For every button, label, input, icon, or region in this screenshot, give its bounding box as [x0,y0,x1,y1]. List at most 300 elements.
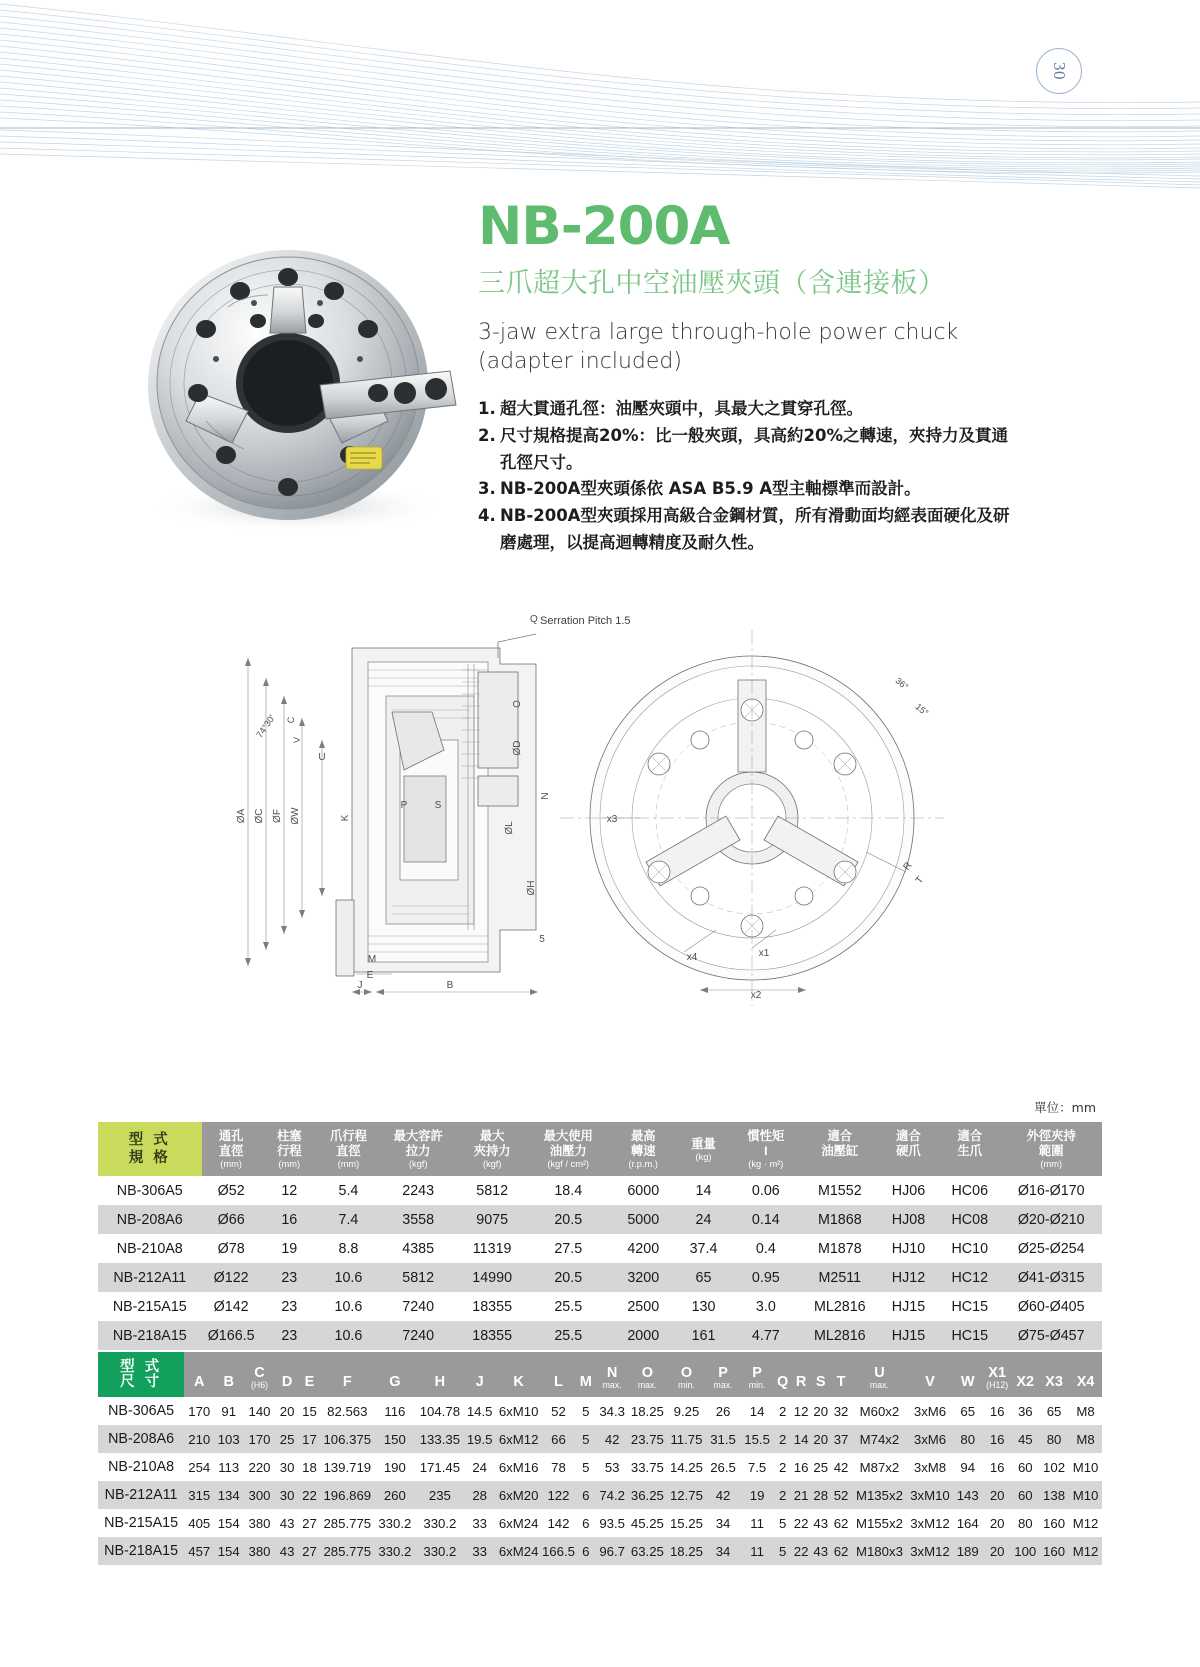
table2-cell-r2-c28: M8 [1069,1425,1102,1453]
dim-label-N: N [540,792,551,800]
table2-cell-r4-c7: 260 [374,1481,416,1509]
table1-cell-r5-c6: 25.5 [527,1292,609,1321]
table1-cell-r5-c13: Ø60-Ø405 [1000,1292,1102,1321]
table1-cell-r2-c5: 9075 [457,1205,527,1234]
table2-cell-r4-c9: 28 [464,1481,495,1509]
table1-cell-r3-c5: 11319 [457,1234,527,1263]
table2-cell-r5-c17: 11 [740,1509,774,1537]
table2-cell-r6-c10: 6xM24 [495,1537,542,1565]
table2-cell-r6-c23: 3xM12 [907,1537,952,1565]
table2-header [98,1352,1102,1397]
table2-cell-r3-c11: 78 [542,1453,575,1481]
dim-label-J: J [357,980,363,991]
dim-label-L: ØL [504,821,515,835]
table2-cell-r2-c26: 45 [1012,1425,1039,1453]
dim-label-U: U [318,752,326,763]
table1-cell-r2-c3: 7.4 [318,1205,379,1234]
table2-cell-model-5: NB-215A15 [98,1509,184,1537]
table1-cell-r3-c12: HC10 [939,1234,1000,1263]
table2-cell-r5-c1: 405 [184,1509,214,1537]
table1-cell-r4-c4: 5812 [379,1263,457,1292]
table1-header-col-8: 重量 (kg) [677,1122,730,1176]
feature-text: 孔徑尺寸。 [500,452,583,472]
table2-cell-r2-c3: 170 [243,1425,276,1453]
table2-cell-r3-c7: 190 [374,1453,416,1481]
table2-cell-r2-c7: 150 [374,1425,416,1453]
dim-label-P: P [400,800,408,811]
table2-cell-r2-c18: 2 [774,1425,791,1453]
table1-header-col-5: 最大 夾持力 (kgf) [457,1122,527,1176]
product-description-en-line2: (adapter included) [478,349,682,375]
table2-cell-r3-c16: 26.5 [706,1453,740,1481]
table2-cell-r1-c5: 15 [298,1397,320,1425]
front-label-x4: x4 [686,952,698,963]
feature-item-2 [478,450,1078,477]
table2-cell-r2-c1: 210 [184,1425,214,1453]
specification-table-primary [98,1122,1102,1350]
front-label-x2: x2 [750,990,762,1001]
table2-cell-r2-c15: 11.75 [667,1425,706,1453]
table1-cell-r1-c6: 18.4 [527,1176,609,1205]
table2-cell-r1-c22: M60x2 [852,1397,908,1425]
table1-cell-r2-c9: 0.14 [730,1205,802,1234]
table1-cell-r3-c10: M1878 [802,1234,878,1263]
dim-label-W: ØW [290,807,301,825]
table2-cell-r3-c8: 171.45 [416,1453,464,1481]
table1-cell-r5-c7: 2500 [609,1292,677,1321]
table2-cell-r2-c2: 103 [214,1425,243,1453]
feature-number: 2. [478,425,496,445]
table1-cell-r3-c2: 19 [261,1234,318,1263]
table1-cell-r2-c8: 24 [677,1205,730,1234]
table2-cell-r2-c9: 19.5 [464,1425,495,1453]
product-subtitle-zh: 三爪超大孔中空油壓夾頭（含連接板） [478,268,946,299]
table2-cell-r4-c26: 60 [1012,1481,1039,1509]
table1-cell-r4-c3: 10.6 [318,1263,379,1292]
table2-cell-r4-c19: 21 [791,1481,811,1509]
table2-cell-r3-c25: 16 [983,1453,1012,1481]
front-label-x3: x3 [606,814,618,825]
table2-cell-r1-c28: M8 [1069,1397,1102,1425]
table2-header-col-A: A [184,1352,214,1397]
table2-cell-r3-c5: 18 [298,1453,320,1481]
table2-cell-r2-c6: 106.375 [321,1425,374,1453]
table2-cell-r5-c5: 27 [298,1509,320,1537]
dim-label-B: B [446,980,454,991]
table2-cell-r2-c27: 80 [1039,1425,1069,1453]
table2-header-col-P-min: P min. [740,1352,774,1397]
dim-label-E: E [366,970,374,981]
table2-cell-r4-c25: 20 [983,1481,1012,1509]
table1-cell-r3-c8: 37.4 [677,1234,730,1263]
table1-cell-r2-c1: Ø66 [202,1205,261,1234]
table2-cell-r3-c2: 113 [214,1453,243,1481]
table2-header-col-N-max: N max. [597,1352,628,1397]
table2-cell-r4-c2: 134 [214,1481,243,1509]
table1-cell-model-5: NB-215A15 [98,1292,202,1321]
table2-cell-r5-c22: M155x2 [852,1509,908,1537]
table1-cell-r3-c3: 8.8 [318,1234,379,1263]
table1-cell-r1-c4: 2243 [379,1176,457,1205]
feature-item-4 [478,530,1078,557]
table1-header-col-9: 慣性矩 I (kg · m²) [730,1122,802,1176]
table2-cell-r2-c5: 17 [298,1425,320,1453]
table1-cell-r5-c8: 130 [677,1292,730,1321]
table-row [98,1234,1102,1263]
table-row [98,1263,1102,1292]
table2-cell-r1-c9: 14.5 [464,1397,495,1425]
table2-cell-r6-c17: 11 [740,1537,774,1565]
table2-cell-r5-c9: 33 [464,1509,495,1537]
table2-cell-r6-c18: 5 [774,1537,791,1565]
table1-cell-r4-c1: Ø122 [202,1263,261,1292]
table2-header-col-E: E [298,1352,320,1397]
table1-cell-r1-c8: 14 [677,1176,730,1205]
table1-cell-r4-c10: M2511 [802,1263,878,1292]
table2-cell-r2-c16: 31.5 [706,1425,740,1453]
table2-cell-r6-c12: 6 [575,1537,597,1565]
table2-cell-r2-c19: 14 [791,1425,811,1453]
table1-header-col-11: 適合 硬爪 [878,1122,939,1176]
dim-label-M: M [367,954,377,965]
table2-cell-r5-c10: 6xM24 [495,1509,542,1537]
table1-cell-r1-c5: 5812 [457,1176,527,1205]
table2-cell-r1-c1: 170 [184,1397,214,1425]
table2-cell-r4-c5: 22 [298,1481,320,1509]
feature-item-1 [478,396,1078,423]
table1-cell-r6-c1: Ø166.5 [202,1321,261,1350]
table2-cell-r4-c21: 52 [831,1481,852,1509]
table2-cell-r3-c9: 24 [464,1453,495,1481]
table2-cell-model-6: NB-218A15 [98,1537,184,1565]
table2-cell-r4-c22: M135x2 [852,1481,908,1509]
table2-cell-r1-c20: 20 [811,1397,831,1425]
table1-header [98,1122,1102,1176]
table1-cell-r3-c13: Ø25-Ø254 [1000,1234,1102,1263]
table2-cell-r6-c26: 100 [1012,1537,1039,1565]
table2-cell-r3-c19: 16 [791,1453,811,1481]
table1-cell-r4-c8: 65 [677,1263,730,1292]
table1-cell-r5-c3: 10.6 [318,1292,379,1321]
table-row [98,1176,1102,1205]
table1-cell-r2-c13: Ø20-Ø210 [1000,1205,1102,1234]
table1-cell-r1-c9: 0.06 [730,1176,802,1205]
table-row [98,1205,1102,1234]
table2-cell-r5-c25: 20 [983,1509,1012,1537]
table2-cell-r2-c8: 133.35 [416,1425,464,1453]
dim-label-5: 5 [539,934,545,945]
table2-header-col-R: R [791,1352,811,1397]
table2-cell-r4-c13: 74.2 [597,1481,628,1509]
table2-cell-r1-c25: 16 [983,1397,1012,1425]
dim-label-D: ØD [512,740,523,756]
table2-cell-r4-c10: 6xM20 [495,1481,542,1509]
table2-cell-r6-c14: 63.25 [628,1537,667,1565]
table1-cell-model-6: NB-218A15 [98,1321,202,1350]
table1-cell-r4-c11: HJ12 [878,1263,939,1292]
table2-header-col-K: K [495,1352,542,1397]
table2-header-col-Q: Q [774,1352,791,1397]
table2-header-col-G: G [374,1352,416,1397]
specification-table-dimensions [98,1352,1102,1565]
table2-cell-r1-c15: 9.25 [667,1397,706,1425]
table2-cell-r2-c23: 3xM6 [907,1425,952,1453]
table2-cell-r3-c3: 220 [243,1453,276,1481]
table2-cell-r5-c12: 6 [575,1509,597,1537]
table2-cell-r6-c21: 62 [831,1537,852,1565]
page-number-badge [1036,48,1082,94]
table2-cell-r3-c15: 14.25 [667,1453,706,1481]
table2-cell-r1-c14: 18.25 [628,1397,667,1425]
table2-header-col-X1-H12: X1 (H12) [983,1352,1012,1397]
front-label-T: T [913,874,927,887]
table2-header-col-M: M [575,1352,597,1397]
table2-cell-r5-c4: 43 [276,1509,298,1537]
table1-cell-r5-c2: 23 [261,1292,318,1321]
table2-cell-r4-c4: 30 [276,1481,298,1509]
table2-cell-model-1: NB-306A5 [98,1397,184,1425]
decorative-wave-band [0,0,1200,190]
table2-cell-r2-c25: 16 [983,1425,1012,1453]
product-feature-list [478,396,1078,556]
table2-cell-r3-c20: 25 [811,1453,831,1481]
table2-cell-r1-c26: 36 [1012,1397,1039,1425]
table1-cell-r3-c11: HJ10 [878,1234,939,1263]
table2-cell-r2-c22: M74x2 [852,1425,908,1453]
table1-cell-r2-c12: HC08 [939,1205,1000,1234]
table2-cell-r6-c20: 43 [811,1537,831,1565]
table1-cell-r6-c5: 18355 [457,1321,527,1350]
dim-label-F: ØF [272,809,283,823]
table2-cell-r3-c14: 33.75 [628,1453,667,1481]
table2-cell-r3-c6: 139.719 [321,1453,374,1481]
table2-cell-r6-c7: 330.2 [374,1537,416,1565]
table2-cell-r2-c4: 25 [276,1425,298,1453]
table1-cell-r1-c10: M1552 [802,1176,878,1205]
feature-item-3 [478,476,1078,503]
table2-cell-r6-c15: 18.25 [667,1537,706,1565]
table2-cell-r1-c10: 6xM10 [495,1397,542,1425]
wave-lines-graphic [0,0,1200,190]
table2-header-col-P-max: P max. [706,1352,740,1397]
table1-cell-r6-c12: HC15 [939,1321,1000,1350]
table1-cell-r4-c9: 0.95 [730,1263,802,1292]
dim-label-C2: C [286,716,296,724]
table2-cell-r3-c21: 42 [831,1453,852,1481]
table1-cell-r6-c9: 4.77 [730,1321,802,1350]
table1-cell-r6-c13: Ø75-Ø457 [1000,1321,1102,1350]
table2-cell-r4-c11: 122 [542,1481,575,1509]
feature-item-2 [478,423,1078,450]
table1-cell-r6-c2: 23 [261,1321,318,1350]
table2-header-col-D: D [276,1352,298,1397]
table2-header-col-T: T [831,1352,852,1397]
table1-cell-r2-c10: M1868 [802,1205,878,1234]
table2-cell-r6-c4: 43 [276,1537,298,1565]
table2-cell-r5-c21: 62 [831,1509,852,1537]
dim-label-S: S [434,800,442,811]
table1-cell-r2-c4: 3558 [379,1205,457,1234]
table1-cell-r3-c1: Ø78 [202,1234,261,1263]
table2-cell-r3-c24: 94 [953,1453,983,1481]
table2-cell-r5-c28: M12 [1069,1509,1102,1537]
dim-label-angle: 74°30' [254,713,277,740]
dim-label-O: O [512,700,523,708]
table2-cell-r6-c13: 96.7 [597,1537,628,1565]
table1-cell-r1-c7: 6000 [609,1176,677,1205]
table1-header-col-13: 外徑夾持 範圍 (mm) [1000,1122,1102,1176]
table1-cell-r3-c9: 0.4 [730,1234,802,1263]
dim-label-A: ØA [236,808,247,824]
table1-cell-r6-c10: ML2816 [802,1321,878,1350]
table2-header-col-S: S [811,1352,831,1397]
front-label-angle2: 15° [913,701,931,718]
table2-cell-r3-c12: 5 [575,1453,597,1481]
table1-cell-r5-c1: Ø142 [202,1292,261,1321]
table2-cell-model-4: NB-212A11 [98,1481,184,1509]
table2-cell-r5-c26: 80 [1012,1509,1039,1537]
chuck-engineering-drawing [0,600,1200,1040]
table-row [98,1321,1102,1350]
table2-cell-r4-c14: 36.25 [628,1481,667,1509]
table1-cell-r5-c4: 7240 [379,1292,457,1321]
table1-cell-r1-c13: Ø16-Ø170 [1000,1176,1102,1205]
table2-header-col-V: V [907,1352,952,1397]
table2-cell-r6-c2: 154 [214,1537,243,1565]
product-photo [120,225,470,545]
table2-cell-r1-c27: 65 [1039,1397,1069,1425]
table2-header-col-J: J [464,1352,495,1397]
table1-cell-model-1: NB-306A5 [98,1176,202,1205]
table2-cell-r5-c23: 3xM12 [907,1509,952,1537]
table1-cell-r6-c4: 7240 [379,1321,457,1350]
table2-cell-r1-c23: 3xM6 [907,1397,952,1425]
table2-cell-r6-c19: 22 [791,1537,811,1565]
feature-number: 3. [478,479,496,499]
table-row [98,1292,1102,1321]
table2-cell-r4-c23: 3xM10 [907,1481,952,1509]
table1-body [98,1176,1102,1350]
table2-header-col-F: F [321,1352,374,1397]
table2-cell-r4-c20: 28 [811,1481,831,1509]
table2-cell-r1-c18: 2 [774,1397,791,1425]
table2-cell-r5-c11: 142 [542,1509,575,1537]
table1-cell-r1-c11: HJ06 [878,1176,939,1205]
table2-cell-r5-c24: 164 [953,1509,983,1537]
table1-cell-r5-c5: 18355 [457,1292,527,1321]
table1-header-col-7: 最高 轉速 (r.p.m.) [609,1122,677,1176]
table1-cell-r3-c6: 27.5 [527,1234,609,1263]
table2-cell-r5-c20: 43 [811,1509,831,1537]
table1-cell-model-3: NB-210A8 [98,1234,202,1263]
table2-cell-r6-c3: 380 [243,1537,276,1565]
table1-cell-model-4: NB-212A11 [98,1263,202,1292]
feature-text: NB-200A型夾頭係依 ASA B5.9 A型主軸標準而設計。 [500,479,921,499]
table1-cell-r6-c11: HJ15 [878,1321,939,1350]
table1-cell-r1-c3: 5.4 [318,1176,379,1205]
table2-cell-r1-c8: 104.78 [416,1397,464,1425]
table2-cell-r4-c12: 6 [575,1481,597,1509]
table1-cell-r4-c7: 3200 [609,1263,677,1292]
table1-header-col-1: 通孔 直徑 (mm) [202,1122,261,1176]
table-row [98,1397,1102,1425]
table-row [98,1481,1102,1509]
table2-header-col-L: L [542,1352,575,1397]
table2-cell-r6-c16: 34 [706,1537,740,1565]
feature-text: 磨處理，以提高迴轉精度及耐久性。 [500,532,764,552]
table2-cell-r4-c3: 300 [243,1481,276,1509]
feature-text: 尺寸規格提高20%：比一般夾頭，具高約20%之轉速，夾持力及貫通 [500,425,1008,445]
table2-cell-r6-c5: 27 [298,1537,320,1565]
table2-cell-r3-c1: 254 [184,1453,214,1481]
table2-cell-r2-c20: 20 [811,1425,831,1453]
table2-cell-r4-c18: 2 [774,1481,791,1509]
table2-cell-r2-c24: 80 [953,1425,983,1453]
table2-header-col-X4: X4 [1069,1352,1102,1397]
table1-cell-r4-c5: 14990 [457,1263,527,1292]
table2-cell-r6-c11: 166.5 [542,1537,575,1565]
table1-cell-r4-c2: 23 [261,1263,318,1292]
table2-cell-r4-c8: 235 [416,1481,464,1509]
table1-cell-r5-c11: HJ15 [878,1292,939,1321]
power-chuck-illustration [120,225,470,545]
table2-header-col-O-max: O max. [628,1352,667,1397]
table2-cell-r5-c8: 330.2 [416,1509,464,1537]
table1-cell-r5-c10: ML2816 [802,1292,878,1321]
table2-cell-r5-c13: 93.5 [597,1509,628,1537]
table2-cell-r2-c12: 5 [575,1425,597,1453]
table2-cell-r6-c24: 189 [953,1537,983,1565]
table1-cell-r2-c6: 20.5 [527,1205,609,1234]
table1-cell-r1-c12: HC06 [939,1176,1000,1205]
table2-header-col-X3: X3 [1039,1352,1069,1397]
table-row [98,1425,1102,1453]
table2-cell-r6-c22: M180x3 [852,1537,908,1565]
technical-drawing [0,600,1200,1040]
front-label-x1: x1 [758,948,770,959]
table2-cell-r4-c27: 138 [1039,1481,1069,1509]
table2-header-col-W: W [953,1352,983,1397]
table1-header-col-4: 最大容許 拉力 (kgf) [379,1122,457,1176]
feature-text: NB-200A型夾頭採用高級合金鋼材質，所有滑動面均經表面硬化及研 [500,505,1010,525]
table2-cell-r1-c19: 12 [791,1397,811,1425]
product-model-title: NB-200A [478,196,730,257]
table2-cell-r5-c19: 22 [791,1509,811,1537]
table2-cell-r1-c3: 140 [243,1397,276,1425]
product-description-en-line1: 3-jaw extra large through-hole power chuck [478,320,959,345]
table2-cell-r5-c6: 285.775 [321,1509,374,1537]
table1-cell-r4-c13: Ø41-Ø315 [1000,1263,1102,1292]
table2-cell-r1-c4: 20 [276,1397,298,1425]
table2-header-col-O-min: O min. [667,1352,706,1397]
table2-cell-r4-c1: 315 [184,1481,214,1509]
table2-cell-r5-c15: 15.25 [667,1509,706,1537]
table2-cell-r1-c24: 65 [953,1397,983,1425]
table1-cell-r6-c3: 10.6 [318,1321,379,1350]
table2-header-col-B: B [214,1352,243,1397]
table2-body [98,1397,1102,1565]
table1-cell-r2-c11: HJ08 [878,1205,939,1234]
table2-header-model: 型 式 尺 寸 [98,1352,184,1397]
table2-cell-r5-c14: 45.25 [628,1509,667,1537]
table1-cell-r5-c12: HC15 [939,1292,1000,1321]
table1-cell-r1-c1: Ø52 [202,1176,261,1205]
table2-cell-r3-c27: 102 [1039,1453,1069,1481]
table2-cell-r4-c6: 196.869 [321,1481,374,1509]
table-row [98,1537,1102,1565]
product-info [478,196,1078,556]
table2-cell-r2-c10: 6xM12 [495,1425,542,1453]
